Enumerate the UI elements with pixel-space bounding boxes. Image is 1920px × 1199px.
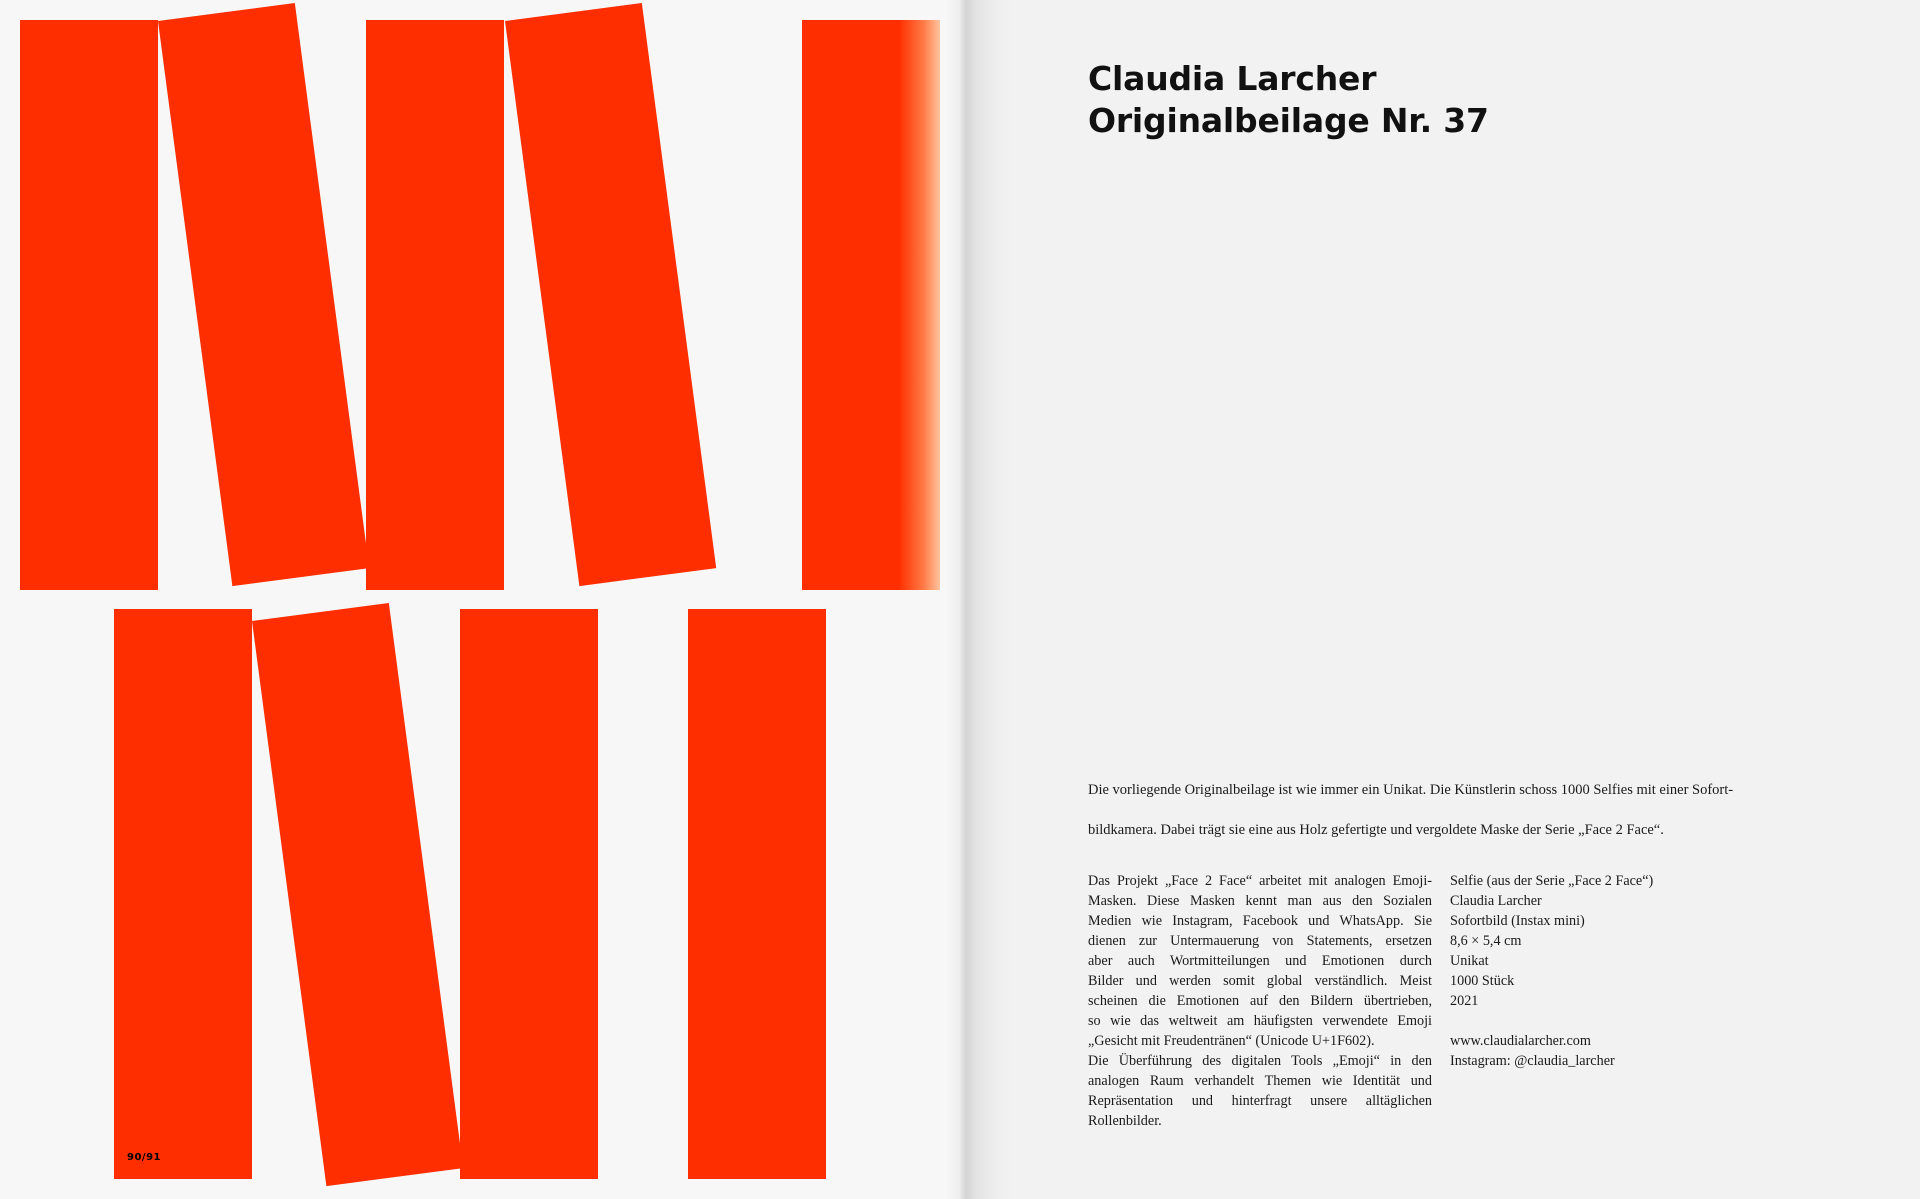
body-line: scheinen die Emotionen auf den Bildern übertrieben,	[1088, 993, 1432, 1009]
instagram-handle[interactable]: Instagram: @claudia_larcher	[1450, 1053, 1615, 1069]
website-link[interactable]: www.claudialarcher.com	[1450, 1033, 1591, 1049]
body-line: Masken. Diese Masken kennt man aus den Sozialen	[1088, 893, 1432, 909]
right-page	[960, 0, 1920, 1199]
work-title: Selfie (aus der Serie „Face 2 Face“)	[1450, 873, 1654, 889]
red-bar	[114, 609, 252, 1179]
body-line: Medien wie Instagram, Facebook und WhatsApp. Sie	[1088, 913, 1432, 929]
body-line: Rollenbilder.	[1088, 1113, 1162, 1129]
artwork-info	[1450, 871, 1710, 1071]
intro-line: bildkamera. Dabei trägt sie eine aus Holz gefertigte und vergoldete Maske der Serie „Face 2 Face“.	[1088, 822, 1664, 838]
dimensions: 8,6 × 5,4 cm	[1450, 933, 1522, 949]
body-line: aber auch Wortmitteilungen und Emotionen durch	[1088, 953, 1432, 969]
title-line-artist: Claudia Larcher	[1088, 59, 1377, 98]
body-line: Bilder und werden somit global verständlich. Meist	[1088, 973, 1432, 989]
red-bar	[158, 3, 369, 586]
page-number: 90/91	[127, 1152, 161, 1163]
intro-paragraph	[1088, 770, 1808, 850]
red-bar	[252, 603, 463, 1186]
red-bar	[505, 3, 716, 586]
page-title	[1088, 58, 1489, 142]
body-line: Repräsentation und hinterfragt unsere alltäglichen	[1088, 1093, 1432, 1109]
body-line: so wie das weltweit am häufigsten verwendete Emoji	[1088, 1013, 1432, 1029]
body-line: „Gesicht mit Freudentränen“ (Unicode U+1F602).	[1088, 1033, 1375, 1049]
red-bar-faded	[802, 20, 940, 590]
artist-name: Claudia Larcher	[1450, 893, 1542, 909]
year: 2021	[1450, 993, 1479, 1009]
body-line: dienen zur Untermauerung von Statements, ersetzen	[1088, 933, 1432, 949]
project-description	[1088, 871, 1432, 1131]
red-bar	[366, 20, 504, 590]
quantity: 1000 Stück	[1450, 973, 1515, 989]
title-line-insert: Originalbeilage Nr. 37	[1088, 101, 1489, 140]
body-line: Die Überführung des digitalen Tools „Emoji“ in den	[1088, 1053, 1432, 1069]
intro-line: Die vorliegende Originalbeilage ist wie immer ein Unikat. Die Künstlerin schoss 1000 Selfies mit einer Sofort-	[1088, 782, 1734, 798]
body-line: analogen Raum verhandelt Themen wie Identität und	[1088, 1073, 1432, 1089]
edition: Unikat	[1450, 953, 1489, 969]
body-line: Das Projekt „Face 2 Face“ arbeitet mit analogen Emoji-	[1088, 873, 1432, 889]
red-bar	[688, 609, 826, 1179]
red-bar	[20, 20, 158, 590]
red-bar	[460, 609, 598, 1179]
medium: Sofortbild (Instax mini)	[1450, 913, 1585, 929]
